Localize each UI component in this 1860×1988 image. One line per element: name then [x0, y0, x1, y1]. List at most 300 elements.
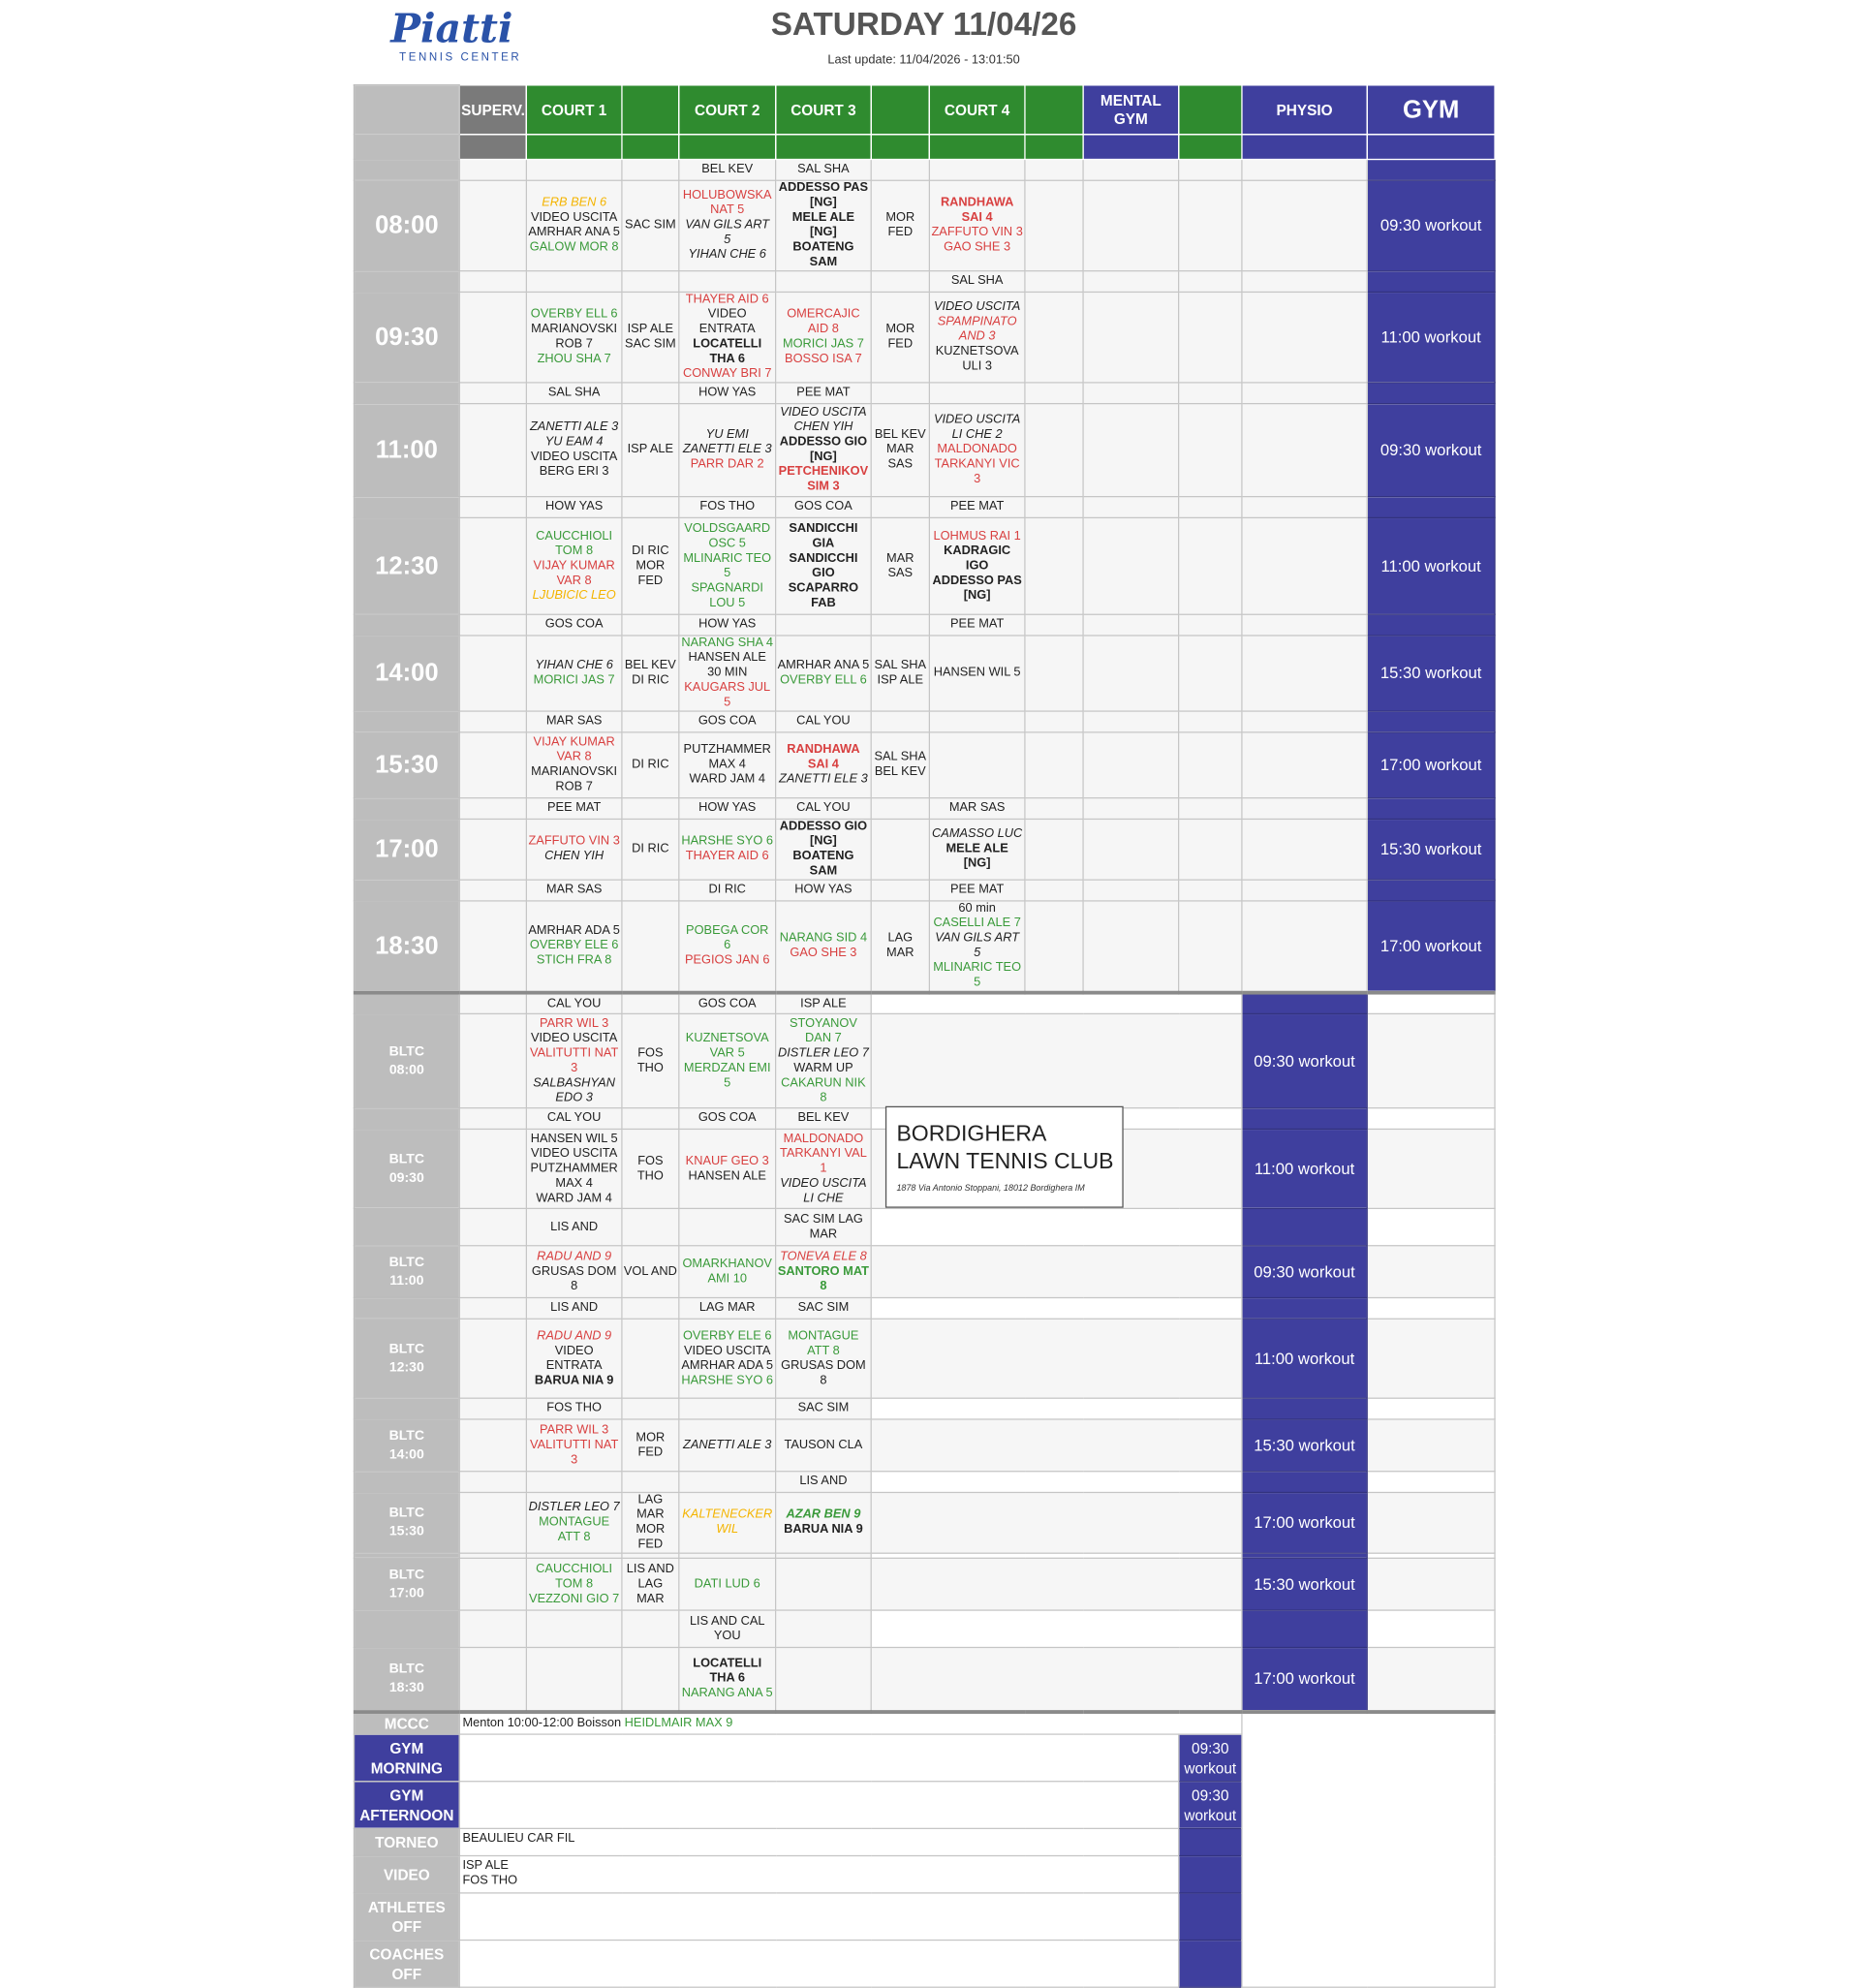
bltc-empty	[871, 1013, 1242, 1107]
entry: DI RIC	[632, 544, 669, 558]
bltc-blank	[871, 1208, 1242, 1245]
footer-right-blank	[1242, 1712, 1495, 1987]
bltc-gym-cell	[1367, 1419, 1495, 1472]
sup-physio	[1242, 159, 1367, 180]
bltc-time: 17:00	[388, 1585, 424, 1600]
bltc-empty	[871, 1319, 1242, 1398]
gym-workout: 17:00 workout	[1367, 732, 1495, 798]
time-gap	[354, 880, 459, 901]
bltc-empty	[871, 1558, 1242, 1610]
court4-staff	[1025, 636, 1083, 711]
bltc-gap	[354, 1208, 459, 1245]
bltc-supervisor-row	[354, 1610, 1495, 1647]
physio-workout: 15:30 workout	[1242, 1558, 1367, 1610]
court1-cell	[526, 404, 622, 497]
mental-staff	[1179, 636, 1242, 711]
sup-ms	[1179, 798, 1242, 820]
entry: STICH FRA 8	[536, 953, 612, 968]
entry: SPAMPINATO AND 3	[937, 315, 1017, 344]
entry: HANSEN WIL 5	[530, 1132, 618, 1146]
bltc-session-row	[354, 1558, 1495, 1610]
torneo-side	[1179, 1828, 1242, 1855]
court3-staff	[871, 292, 929, 382]
time-label: 15:30	[354, 732, 459, 798]
supervisor-row	[354, 383, 1495, 404]
bltc-court2	[679, 1558, 776, 1610]
supervisor-label: CAL YOU	[546, 1110, 602, 1125]
bltc-sup-physio	[1242, 1398, 1367, 1419]
sup-cell	[459, 497, 526, 518]
bltc-superv	[459, 1492, 526, 1553]
gym-afternoon-cell	[459, 1782, 1178, 1829]
bltc-sup-c1	[526, 1472, 622, 1493]
athletes-off-label: ATHLETES OFF	[354, 1893, 459, 1941]
court3-cell	[776, 180, 872, 270]
entry: OVERBY ELE 6	[529, 938, 619, 953]
entry: LOCATELLI THA 6	[693, 1657, 762, 1686]
sup-mental	[1083, 614, 1179, 636]
court3-staff	[871, 732, 929, 798]
supervisor-label: LAG MAR	[698, 1300, 756, 1315]
entry: TONEVA ELE 8	[780, 1249, 867, 1263]
entry: HARSHE SYO 6	[681, 1373, 774, 1387]
sup-s1	[622, 497, 679, 518]
bltc-sup-gym	[1367, 993, 1495, 1014]
col-mental-staff	[1179, 85, 1242, 135]
sup-ms	[1179, 159, 1242, 180]
entry: BOATENG SAM	[792, 849, 854, 879]
header2-mental	[1083, 135, 1179, 160]
entry: WARM UP	[793, 1061, 853, 1075]
entry: 60 min	[958, 901, 996, 916]
bltc-time-label	[354, 1129, 459, 1208]
entry: ADDESSO PAS [NG]	[778, 180, 869, 210]
time-label: 12:30	[354, 517, 459, 614]
sup-mental	[1083, 798, 1179, 820]
entry: STOYANOV DAN 7	[789, 1015, 857, 1045]
mental-cell	[1083, 732, 1179, 798]
court4-cell	[929, 636, 1025, 711]
bltc-sup-c3	[776, 1472, 872, 1493]
bltc-time: 12:30	[388, 1359, 424, 1375]
col-physio: PHYSIO	[1242, 85, 1367, 135]
entry: ZANETTI ELE 3	[682, 442, 772, 457]
bltc-court1	[526, 1492, 622, 1553]
bltc-session-row	[354, 1647, 1495, 1712]
entry: MONTAGUE ATT 8	[539, 1515, 610, 1544]
bltc-court2	[679, 1647, 776, 1712]
col-court4-staff	[1025, 85, 1083, 135]
entry: VAN GILS ART 5	[685, 218, 770, 247]
mccc-text	[459, 1712, 1242, 1734]
entry: CAMASSO LUC	[932, 826, 1023, 841]
court4-cell	[929, 180, 1025, 270]
entry: SPAGNARDI LOU 5	[691, 580, 763, 610]
court4-cell	[929, 517, 1025, 614]
bltc-court3	[776, 1319, 872, 1398]
bltc-gym-cell	[1367, 1647, 1495, 1712]
supervisor-row	[354, 271, 1495, 293]
bltc-sup-cell	[459, 1208, 526, 1245]
entry: AMRHAR ADA 5	[681, 1358, 774, 1373]
bltc-court1	[526, 1419, 622, 1472]
time-label: 11:00	[354, 404, 459, 497]
bltc-sup-gym	[1367, 1398, 1495, 1419]
bltc-supervisor-row	[354, 1398, 1495, 1419]
court1-staff	[622, 636, 679, 711]
sup-court1	[526, 711, 622, 732]
bltc-sup-s1	[622, 1298, 679, 1320]
sup-court2	[679, 880, 776, 901]
sup-mental	[1083, 271, 1179, 293]
supervisor-label: BEL KEV	[797, 1110, 850, 1125]
entry: AZAR BEN 9	[786, 1507, 861, 1522]
bltc-sup-physio	[1242, 993, 1367, 1014]
col-superv: SUPERV.	[459, 85, 526, 135]
court1-cell	[526, 180, 622, 270]
entry: VIDEO USCITA	[780, 405, 867, 419]
sup-court2	[679, 711, 776, 732]
entry: CONWAY BRI 7	[682, 366, 772, 381]
entry: POBEGA COR 6	[686, 923, 769, 953]
entry: CHEN YIH	[793, 419, 853, 434]
bltc-sup-gym	[1367, 1610, 1495, 1647]
sup-court1	[526, 271, 622, 293]
bltc-sup-physio	[1242, 1472, 1367, 1493]
sup-ms	[1179, 880, 1242, 901]
bltc-gap	[354, 1108, 459, 1130]
supervisor-label: BEL KEV	[701, 162, 754, 176]
physio-cell	[1242, 292, 1367, 382]
bltc-empty	[871, 1647, 1242, 1712]
entry: CAKARUN NIK 8	[781, 1075, 866, 1104]
court4-staff	[1025, 404, 1083, 497]
schedule-grid	[354, 84, 1495, 1988]
bltc-sup-c2	[679, 1472, 776, 1493]
bltc-court1-staff	[622, 1319, 679, 1398]
bltc-time: 14:00	[388, 1446, 424, 1462]
bltc-gap	[354, 1610, 459, 1647]
bltc-sup-c2	[679, 1208, 776, 1245]
sup-ms	[1179, 614, 1242, 636]
entry: ADDESSO GIO [NG]	[779, 820, 868, 849]
bltc-time-label	[354, 1013, 459, 1107]
bltc-sup-cell	[459, 993, 526, 1014]
entry: LIS AND	[626, 1562, 674, 1576]
bltc-court3	[776, 1492, 872, 1553]
coaches-off-side	[1179, 1941, 1242, 1988]
bltc-sup-c3	[776, 1208, 872, 1245]
bltc-blank	[871, 1472, 1242, 1493]
entry: SAL SHA	[874, 750, 927, 764]
entry: ISP ALE	[627, 322, 674, 336]
bltc-court2	[679, 1129, 776, 1208]
bltc-sup-s1	[622, 993, 679, 1014]
mental-cell	[1083, 901, 1179, 993]
bltc-superv	[459, 1419, 526, 1472]
bltc-gym-cell	[1367, 1492, 1495, 1553]
bltc-sup-physio	[1242, 1610, 1367, 1647]
bltc-sup-cell	[459, 1298, 526, 1320]
entry: THAYER AID 6	[685, 849, 769, 863]
sup-gym	[1367, 614, 1495, 636]
bltc-time-label	[354, 1246, 459, 1298]
court4-cell	[929, 292, 1025, 382]
bltc-sup-physio	[1242, 1108, 1367, 1130]
bltc-sup-c2	[679, 1108, 776, 1130]
entry: LI CHE	[803, 1191, 844, 1205]
sup-cell	[459, 271, 526, 293]
entry: MOR FED	[885, 322, 915, 352]
header2-corner	[354, 135, 459, 160]
sup-court3	[776, 880, 872, 901]
entry: ZHOU SHA 7	[537, 352, 611, 366]
bltc-empty	[871, 1492, 1242, 1553]
bltc-sup-cell	[459, 1472, 526, 1493]
sup-s1	[622, 614, 679, 636]
piatti-logo	[372, 3, 552, 68]
entry: LOHMUS RAI 1	[933, 528, 1021, 543]
bltc-session-row	[354, 1319, 1495, 1398]
bltc-sup-c3	[776, 1398, 872, 1419]
entry: LI CHE 2	[951, 427, 1003, 442]
bltc-court3	[776, 1419, 872, 1472]
court1-staff	[622, 180, 679, 270]
gym-morning-cell	[459, 1734, 1178, 1782]
time-gap	[354, 614, 459, 636]
sup-s3	[871, 271, 929, 293]
supervisor-row	[354, 614, 1495, 636]
entry: YIHAN CHE 6	[535, 658, 613, 672]
entry: MLINARIC TEO 5	[683, 550, 772, 580]
bltc-gap	[354, 1472, 459, 1493]
court4-staff	[1025, 901, 1083, 993]
entry: NARANG ANA 5	[681, 1686, 773, 1700]
entry: VOLDSGAARD OSC 5	[684, 521, 771, 550]
entry: DI RIC	[632, 758, 669, 772]
entry: BARUA NIA 9	[534, 1373, 614, 1387]
bltc-gym-cell	[1367, 1013, 1495, 1107]
sup-mental	[1083, 159, 1179, 180]
bltc-supervisor-row	[354, 993, 1495, 1014]
sup-gym	[1367, 880, 1495, 901]
bltc-superv	[459, 1319, 526, 1398]
entry: SANDICCHI GIO	[789, 550, 858, 580]
supervisor-label: SAC SIM LAG MAR	[784, 1212, 863, 1241]
entry: HANSEN WIL 5	[933, 666, 1021, 680]
entry: OMERCAJIC AID 8	[787, 307, 860, 336]
time-label: 17:00	[354, 819, 459, 880]
mental-staff	[1179, 292, 1242, 382]
sup-physio	[1242, 614, 1367, 636]
sup-court2	[679, 798, 776, 820]
session-row	[354, 180, 1495, 270]
entry: MOR FED	[885, 210, 915, 240]
entry: PEGIOS JAN 6	[684, 953, 770, 968]
physio-workout: 15:30 workout	[1242, 1419, 1367, 1472]
bltc-supervisor-row	[354, 1208, 1495, 1245]
sup-cell	[459, 711, 526, 732]
bltc-supervisor-row	[354, 1298, 1495, 1320]
court3-cell	[776, 404, 872, 497]
bltc-court1-staff	[622, 1492, 679, 1553]
time-label: 08:00	[354, 180, 459, 270]
mental-staff	[1179, 819, 1242, 880]
entry: LAG MAR	[636, 1493, 665, 1522]
court2-cell	[679, 292, 776, 382]
entry: THAYER AID 6	[685, 293, 769, 307]
bltc-gym-cell	[1367, 1246, 1495, 1298]
mental-staff	[1179, 901, 1242, 993]
sup-ms	[1179, 497, 1242, 518]
bltc-sup-c3	[776, 1610, 872, 1647]
entry: MONTAGUE ATT 8	[788, 1328, 859, 1357]
entry: BARUA NIA 9	[784, 1522, 863, 1537]
entry: GRUSAS DOM 8	[531, 1263, 617, 1293]
entry: PUTZHAMMER MAX 4	[683, 742, 771, 772]
bltc-court2	[679, 1319, 776, 1398]
bltc-sup-c1	[526, 1208, 622, 1245]
entry: CAUCCHIOLI TOM 8	[536, 1562, 613, 1591]
entry: VIDEO ENTRATA	[698, 307, 756, 336]
sup-s3	[871, 497, 929, 518]
entry: VALITUTTI NAT 3	[530, 1438, 619, 1467]
court4-cell	[929, 901, 1025, 993]
session-row	[354, 732, 1495, 798]
logo-sub: TENNIS CENTER	[399, 51, 522, 64]
entry: SANDICCHI GIA	[789, 521, 858, 550]
sup-gym	[1367, 711, 1495, 732]
entry: VIDEO USCITA	[684, 1343, 771, 1357]
entry: WARD JAM 4	[689, 772, 765, 787]
header2-gym	[1367, 135, 1495, 160]
entry: ISP ALE	[627, 442, 674, 457]
entry: CASELLI ALE 7	[933, 916, 1021, 930]
supervisor-label: DI RIC	[708, 883, 746, 897]
entry: DISTLER LEO 7	[777, 1045, 869, 1060]
bltc-court2	[679, 1419, 776, 1472]
mental-staff	[1179, 517, 1242, 614]
bltc-superv	[459, 1558, 526, 1610]
supervisor-label: MAR SAS	[545, 883, 603, 897]
court4-cell	[929, 732, 1025, 798]
sup-court4	[929, 798, 1025, 820]
sup-court3	[776, 711, 872, 732]
entry: ZANETTI ALE 3	[529, 419, 619, 434]
sup-s3	[871, 798, 929, 820]
bltc-court1	[526, 1013, 622, 1107]
sup-s4	[1025, 159, 1083, 180]
entry: RANDHAWA SAI 4	[787, 742, 860, 772]
court3-staff	[871, 180, 929, 270]
video-label: VIDEO	[354, 1856, 459, 1893]
bltc-address: 1878 Via Antonio Stoppani, 18012 Bordighera IM	[896, 1184, 1085, 1194]
entry: VIDEO USCITA	[530, 1031, 618, 1045]
court4-staff	[1025, 292, 1083, 382]
time-gap	[354, 159, 459, 180]
sup-s1	[622, 159, 679, 180]
sup-s4	[1025, 798, 1083, 820]
court1-staff	[622, 517, 679, 614]
entry: ERB BEN 6	[542, 196, 607, 210]
col-mental-gym: MENTAL GYM	[1083, 85, 1179, 135]
sup-gym	[1367, 798, 1495, 820]
sup-court1	[526, 798, 622, 820]
sup-court2	[679, 159, 776, 180]
entry: PARR WIL 3	[540, 1422, 609, 1437]
superv-cell	[459, 517, 526, 614]
court1-staff	[622, 901, 679, 993]
entry: RADU AND 9	[537, 1249, 612, 1263]
bltc-sup-c1	[526, 993, 622, 1014]
court4-staff	[1025, 819, 1083, 880]
supervisor-label: HOW YAS	[545, 499, 604, 513]
entry: VIJAY KUMAR VAR 8	[533, 558, 615, 588]
entry: MELE ALE [NG]	[946, 842, 1008, 871]
entry: MLINARIC TEO 5	[933, 961, 1022, 990]
supervisor-label: CAL YOU	[546, 996, 602, 1010]
entry: MELE ALE [NG]	[791, 210, 855, 240]
entry: ZANETTI ALE 3	[683, 1438, 772, 1452]
sup-cell	[459, 614, 526, 636]
mccc-info: Menton 10:00-12:00 Boisson	[462, 1716, 625, 1730]
bltc-sup-cell	[459, 1398, 526, 1419]
bltc-tag: BLTC	[388, 1043, 425, 1059]
entry: YIHAN CHE 6	[688, 248, 766, 263]
physio-cell	[1242, 732, 1367, 798]
bltc-club-box	[885, 1106, 1124, 1208]
sup-gym	[1367, 159, 1495, 180]
athletes-off-cell	[459, 1893, 1178, 1941]
physio-cell	[1242, 404, 1367, 497]
supervisor-label: PEE MAT	[547, 800, 602, 815]
entry: MAR SAS	[886, 550, 914, 580]
bltc-court1-staff	[622, 1246, 679, 1298]
bltc-session-row	[354, 1419, 1495, 1472]
court4-staff	[1025, 732, 1083, 798]
bltc-sup-c1	[526, 1610, 622, 1647]
superv-cell	[459, 180, 526, 270]
supervisor-label: HOW YAS	[794, 883, 852, 897]
entry: KALTENECKER WIL	[682, 1507, 773, 1537]
court1-cell	[526, 636, 622, 711]
court2-cell	[679, 732, 776, 798]
entry: HANSEN ALE 30 MIN	[688, 651, 766, 680]
bltc-time: 11:00	[389, 1272, 424, 1289]
sup-court3	[776, 271, 872, 293]
entry: MORICI JAS 7	[782, 337, 864, 352]
entry: MALDONADO TARKANYI VAL 1	[779, 1132, 867, 1175]
supervisor-label: SAL SHA	[797, 162, 850, 176]
sup-s4	[1025, 383, 1083, 404]
entry: KADRAGIC IGO	[944, 544, 1011, 573]
sup-physio	[1242, 271, 1367, 293]
entry: MALDONADO TARKANYI VIC 3	[934, 442, 1020, 486]
superv-cell	[459, 404, 526, 497]
mental-cell	[1083, 180, 1179, 270]
session-row	[354, 517, 1495, 614]
bltc-gap	[354, 993, 459, 1014]
bltc-sup-s1	[622, 1208, 679, 1245]
entry: AMRHAR ANA 5	[777, 658, 870, 672]
bltc-court1-staff	[622, 1647, 679, 1712]
court1-cell	[526, 819, 622, 880]
entry: KAUGARS JUL 5	[684, 680, 771, 710]
supervisor-row	[354, 880, 1495, 901]
gym-morning-value: 09:30 workout	[1179, 1734, 1242, 1782]
mental-cell	[1083, 517, 1179, 614]
bltc-court3	[776, 1246, 872, 1298]
